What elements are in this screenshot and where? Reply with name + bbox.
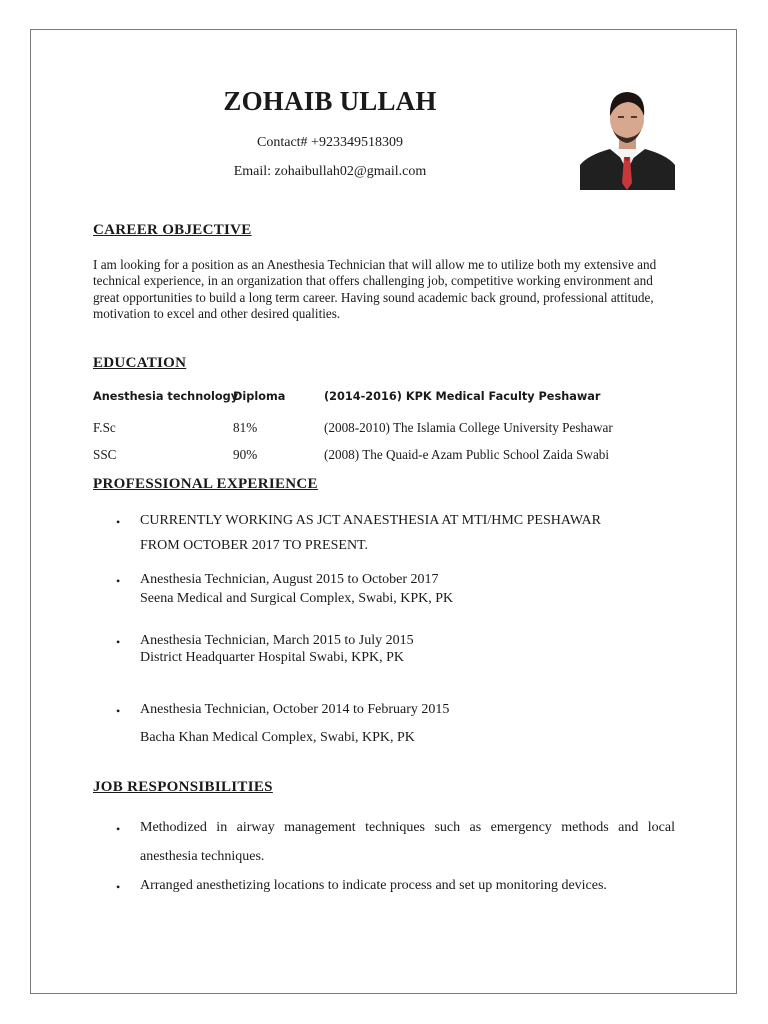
experience-item-detail: FROM OCTOBER 2017 TO PRESENT.: [140, 538, 369, 553]
education-grade: Diploma: [233, 390, 286, 403]
contact-number: Contact# +923349518309: [257, 135, 403, 150]
bullet-icon: •: [116, 515, 121, 529]
experience-item-detail: Bacha Khan Medical Complex, Swabi, KPK, PK: [140, 730, 415, 745]
education-details: (2008) The Quaid-e Azam Public School Zaida Swabi: [324, 447, 610, 462]
experience-item-title: Anesthesia Technician, August 2015 to October 2017: [140, 572, 439, 587]
education-grade: 90%: [233, 447, 258, 462]
education-program: F.Sc: [93, 420, 116, 435]
experience-item-detail: Seena Medical and Surgical Complex, Swabi, KPK, PK: [140, 591, 454, 606]
person-portrait-icon: [580, 83, 675, 190]
education-grade: 81%: [233, 420, 258, 435]
experience-item-title: Anesthesia Technician, March 2015 to July 2015: [140, 633, 414, 648]
bullet-icon: •: [116, 704, 121, 718]
education-heading: EDUCATION: [93, 355, 187, 371]
email-address: Email: zohaibullah02@gmail.com: [233, 164, 427, 179]
bullet-icon: •: [116, 880, 121, 894]
education-program: SSC: [93, 447, 117, 462]
education-details: (2008-2010) The Islamia College University Peshawar: [324, 420, 613, 435]
profile-photo: [580, 83, 675, 190]
responsibility-item: Arranged anesthetizing locations to indicate process and set up monitoring devices.: [140, 878, 607, 893]
experience-heading: PROFESSIONAL EXPERIENCE: [93, 476, 318, 492]
bullet-icon: •: [116, 822, 121, 836]
career-objective-text: I am looking for a position as an Anesthesia Technician that will allow me to utilize both my extensive and technical experience, in an organization that offers challenging job, competitive working environment and great opportunities to build a long term career. Having sound academic back ground, professional attitude, motivation to excel and other desired qualities.: [93, 257, 657, 321]
candidate-name: ZOHAIB ULLAH: [223, 86, 437, 116]
experience-item-title: Anesthesia Technician, October 2014 to February 2015: [140, 702, 450, 717]
experience-item-detail: District Headquarter Hospital Swabi, KPK, PK: [140, 650, 405, 665]
bullet-icon: •: [116, 574, 121, 588]
responsibilities-heading: JOB RESPONSIBILITIES: [93, 779, 273, 795]
education-program: Anesthesia technology: [93, 390, 239, 403]
career-objective-heading: CAREER OBJECTIVE: [93, 222, 252, 238]
bullet-icon: •: [116, 635, 121, 649]
experience-item-title: CURRENTLY WORKING AS JCT ANAESTHESIA AT MTI/HMC PESHAWAR: [140, 513, 601, 528]
responsibility-item: Methodized in airway management techniques such as emergency methods and local anesthesia techniques.: [140, 820, 675, 864]
education-details: (2014-2016) KPK Medical Faculty Peshawar: [324, 390, 601, 403]
